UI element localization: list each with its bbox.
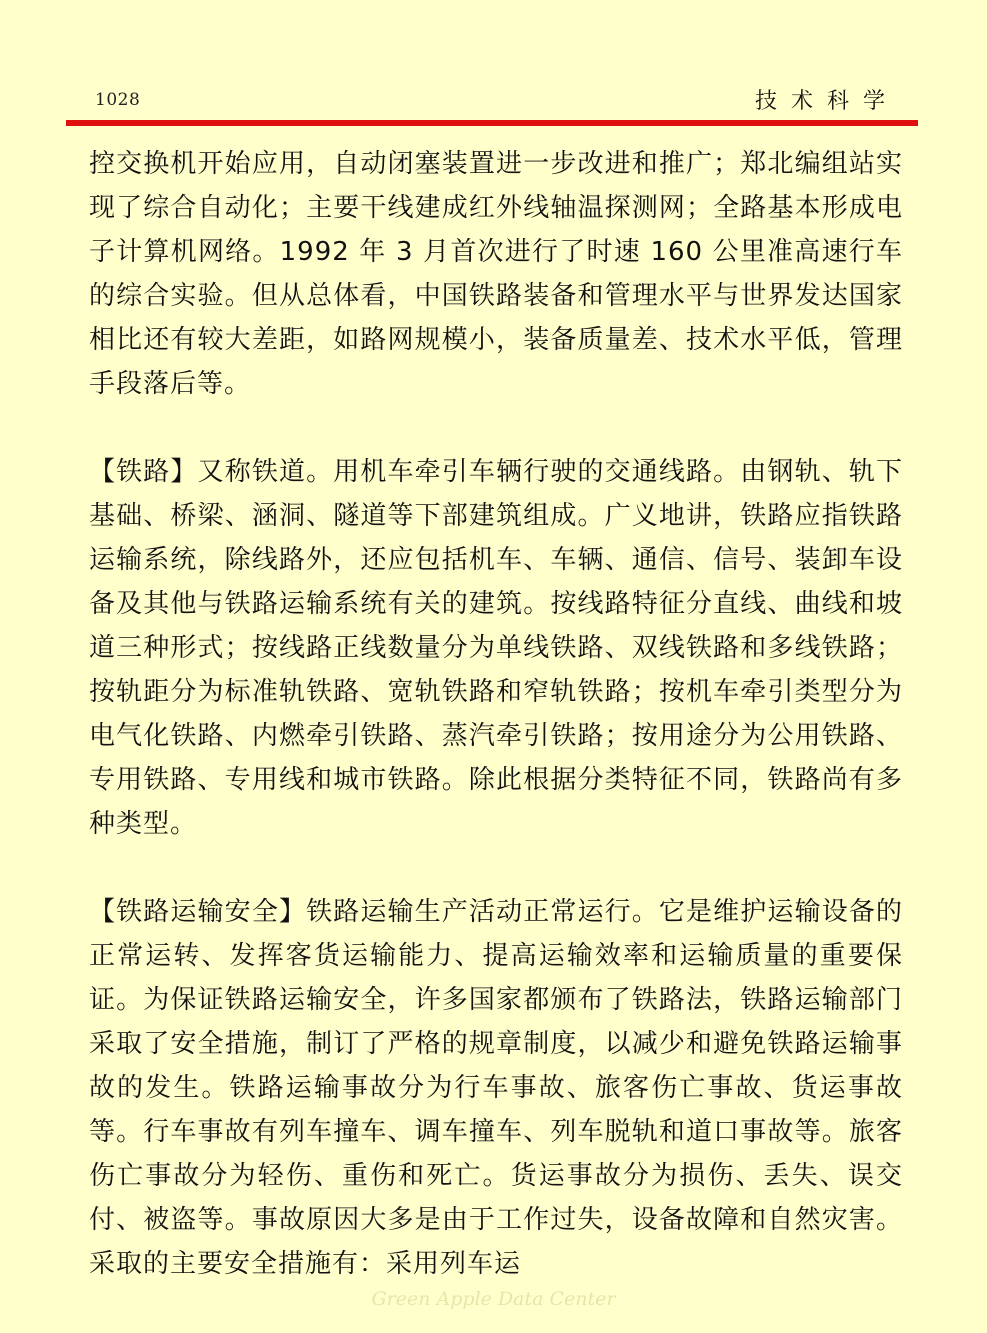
footer-watermark: Green Apple Data Center — [371, 1288, 616, 1310]
entry-continuation — [89, 142, 903, 406]
page-body — [89, 142, 903, 1286]
entry-railway-transport-safety — [89, 890, 903, 1286]
header-rule — [66, 120, 918, 126]
entry-text: 控交换机开始应用，自动闭塞装置进一步改进和推广；郑北编组站实现了综合自动化；主要干线建成红外线轴温探测网；全路基本形成电子计算机网络。1992 年 3 月首次进行了时速 160 公里准高速行车的综合实验。但从总体看，中国铁路装备和管理水平与世界发达国家相比还有较大差距，如路网规模小，装备质量差、技术水平低，管理手段落后等。 — [89, 149, 903, 399]
entry-headword: 【铁路运输安全】 — [89, 897, 307, 927]
entry-headword: 【铁路】 — [89, 457, 198, 487]
entry-railway — [89, 450, 903, 846]
page-number: 1028 — [95, 90, 141, 110]
running-title: 技术科学 — [754, 89, 899, 114]
entry-text: 铁路运输生产活动正常运行。它是维护运输设备的正常运转、发挥客货运输能力、提高运输效率和运输质量的重要保证。为保证铁路运输安全，许多国家都颁布了铁路法，铁路运输部门采取了安全措施，制订了严格的规章制度，以减少和避免铁路运输事故的发生。铁路运输事故分为行车事故、旅客伤亡事故、货运事故等。行车事故有列车撞车、调车撞车、列车脱轨和道口事故等。旅客伤亡事故分为轻伤、重伤和死亡。货运事故分为损伤、丢失、误交付、被盗等。事故原因大多是由于工作过失，设备故障和自然灾害。采取的主要安全措施有：采用列车运 — [89, 897, 903, 1279]
entry-text: 又称铁道。用机车牵引车辆行驶的交通线路。由钢轨、轨下基础、桥梁、涵洞、隧道等下部建筑组成。广义地讲，铁路应指铁路运输系统，除线路外，还应包括机车、车辆、通信、信号、装卸车设备及其他与铁路运输系统有关的建筑。按线路特征分直线、曲线和坡道三种形式；按线路正线数量分为单线铁路、双线铁路和多线铁路；按轨距分为标准轨铁路、宽轨铁路和窄轨铁路；按机车牵引类型分为电气化铁路、内燃牵引铁路、蒸汽牵引铁路；按用途分为公用铁路、专用铁路、专用线和城市铁路。除此根据分类特征不同，铁路尚有多种类型。 — [89, 457, 903, 839]
